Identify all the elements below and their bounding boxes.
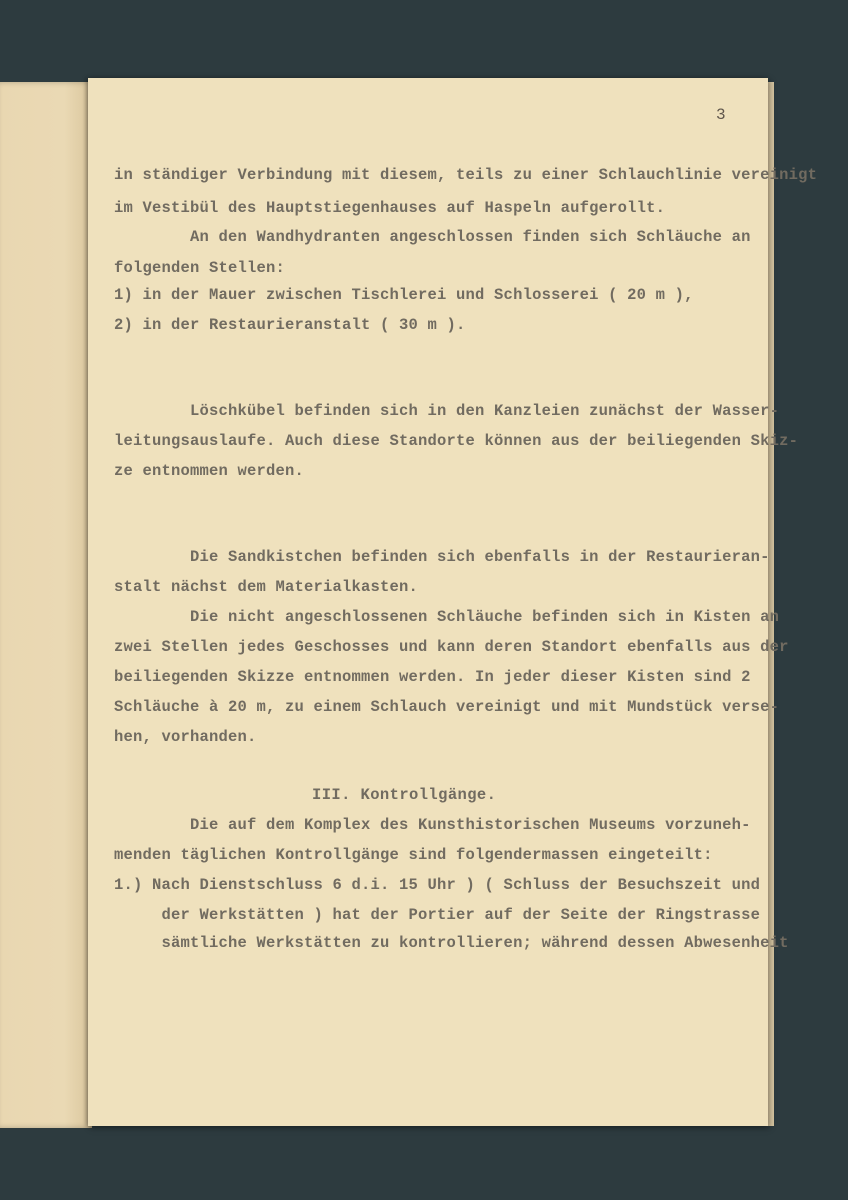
text-line: der Werkstätten ) hat der Portier auf der Seite der Ringstrasse <box>114 906 761 924</box>
text-line: folgenden Stellen: <box>114 259 286 277</box>
section-heading: III. Kontrollgänge. <box>312 786 497 804</box>
text-line: zwei Stellen jedes Geschosses und kann deren Standort ebenfalls aus der <box>114 638 789 656</box>
text-line: beiliegenden Skizze entnommen werden. In jeder dieser Kisten sind 2 <box>114 668 751 686</box>
document-page <box>88 78 818 1126</box>
page-number: 3 <box>716 106 726 124</box>
previous-page-edge <box>0 82 92 1128</box>
text-line: 2) in der Restaurieranstalt ( 30 m ). <box>114 316 466 334</box>
text-line: 1.) Nach Dienstschluss 6 d.i. 15 Uhr ) ( Schluss der Besuchszeit und <box>114 876 761 894</box>
text-line: hen, vorhanden. <box>114 728 257 746</box>
text-line: Löschkübel befinden sich in den Kanzleien zunächst der Wasser- <box>114 402 780 420</box>
text-line: in ständiger Verbindung mit diesem, teils zu einer Schlauchlinie vereinigt <box>114 166 818 184</box>
text-line: Die Sandkistchen befinden sich ebenfalls in der Restaurieran- <box>114 548 770 566</box>
text-line: sämtliche Werkstätten zu kontrollieren; während dessen Abwesenheit <box>114 934 789 952</box>
text-line: 1) in der Mauer zwischen Tischlerei und Schlosserei ( 20 m ), <box>114 286 694 304</box>
text-line: An den Wandhydranten angeschlossen finden sich Schläuche an <box>114 228 751 246</box>
text-line: Schläuche à 20 m, zu einem Schlauch vereinigt und mit Mundstück verse- <box>114 698 780 716</box>
text-line: Die nicht angeschlossenen Schläuche befinden sich in Kisten an <box>114 608 780 626</box>
text-line: menden täglichen Kontrollgänge sind folgendermassen eingeteilt: <box>114 846 713 864</box>
page-stack-edge <box>768 82 774 1126</box>
text-line: leitungsauslaufe. Auch diese Standorte können aus der beiliegenden Skiz- <box>114 432 799 450</box>
text-line: stalt nächst dem Materialkasten. <box>114 578 419 596</box>
text-line: im Vestibül des Hauptstiegenhauses auf Haspeln aufgerollt. <box>114 199 666 217</box>
text-line: Die auf dem Komplex des Kunsthistorischen Museums vorzuneh- <box>114 816 751 834</box>
text-line: ze entnommen werden. <box>114 462 305 480</box>
